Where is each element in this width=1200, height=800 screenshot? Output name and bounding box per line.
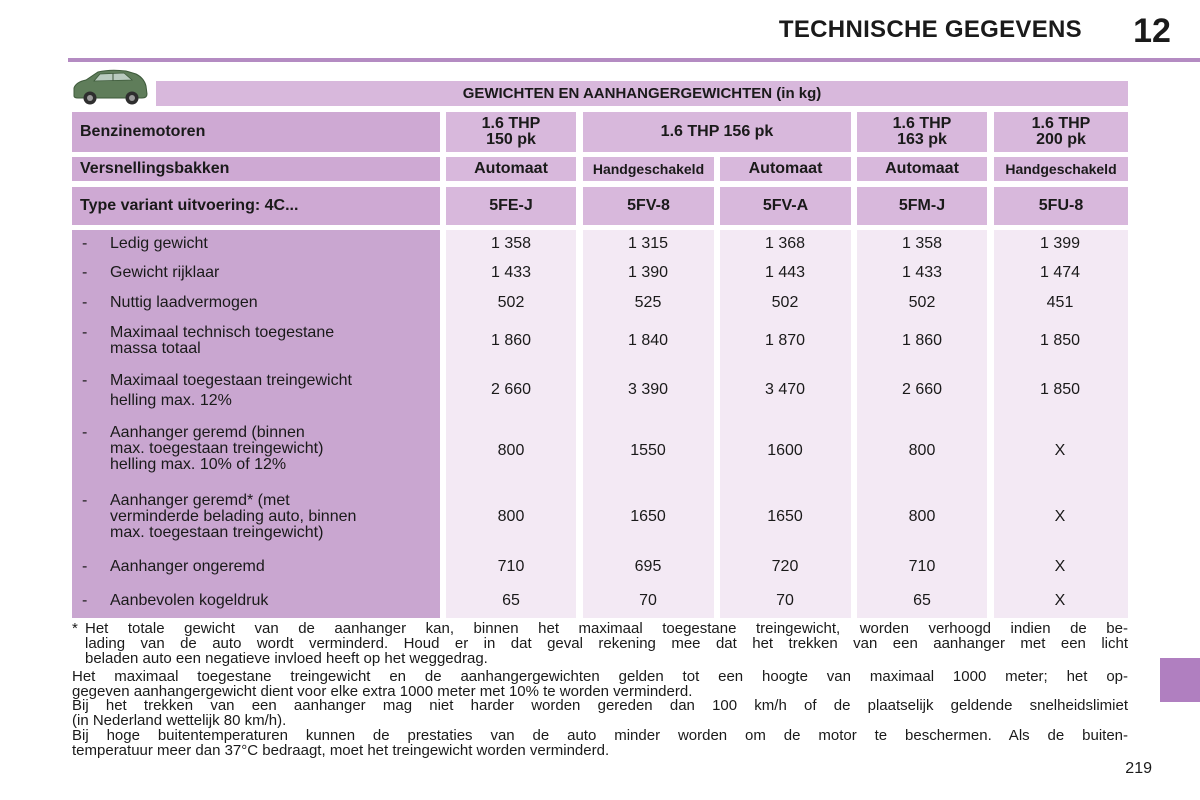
row-label-line: Aanhanger geremd* (met xyxy=(110,492,290,509)
row-label-text xyxy=(110,559,434,575)
gearbox-cell: Handgeschakeld xyxy=(994,157,1128,181)
row-label-line: max. toegestaan treingewicht) xyxy=(110,524,324,541)
value-cell: 65 xyxy=(913,592,931,609)
value-cell: 720 xyxy=(771,558,799,575)
row-dash: - xyxy=(82,592,88,609)
note-line: temperatuur meer dan 37°C bedraagt, moet het treingewicht worden verminderd. xyxy=(72,742,610,759)
row-label xyxy=(72,325,440,357)
engine-header-line: 200 pk xyxy=(1036,131,1086,148)
engine-header xyxy=(857,112,987,152)
engine-header-line: 1.6 THP xyxy=(1031,115,1091,132)
row-label-line: Aanhanger geremd (binnen xyxy=(110,424,305,441)
value-cell: 1 315 xyxy=(627,235,669,252)
value-cell: 1 390 xyxy=(627,264,669,281)
note-line: Het totale gewicht van de aanhanger kan, binnen het maximaal toegestane treingewicht, worden verhoogd indien de be- xyxy=(85,620,1128,637)
variant-cell: 5FV-A xyxy=(720,187,851,225)
row-label xyxy=(72,559,440,575)
value-cell: 800 xyxy=(908,508,936,525)
engine-header xyxy=(583,112,851,152)
row-label xyxy=(72,236,440,252)
row-label-line: Ledig gewicht xyxy=(110,235,208,252)
car-icon xyxy=(70,68,150,106)
row-label-text xyxy=(110,265,434,281)
gearbox-cell: Automaat xyxy=(446,157,576,181)
page-number: 219 xyxy=(1125,760,1152,777)
value-cell: X xyxy=(1054,558,1066,575)
engines-row-head: Benzinemotoren xyxy=(72,112,440,152)
row-label-line: Maximaal technisch toegestane xyxy=(110,324,335,341)
value-cell: X xyxy=(1054,442,1066,459)
gearbox-cell: Automaat xyxy=(857,157,987,181)
row-label-text xyxy=(110,325,434,357)
note-paragraph xyxy=(72,728,1128,758)
value-cell: 1 358 xyxy=(490,235,532,252)
note-paragraph xyxy=(72,669,1128,699)
row-label-line: Nuttig laadvermogen xyxy=(110,294,258,311)
value-cell: 1650 xyxy=(630,508,666,525)
chapter-number: 12 xyxy=(1133,12,1171,50)
variant-cell: 5FE-J xyxy=(446,187,576,225)
engine-header-line: 1.6 THP 156 pk xyxy=(660,123,774,140)
value-cell: 1 850 xyxy=(1039,332,1081,349)
note-line: Het maximaal toegestane treingewicht en de aanhangergewichten gelden tot een hoogte van maximaal 1000 meter; het op- xyxy=(72,668,1128,685)
value-cell: 710 xyxy=(497,558,525,575)
note-line: beladen auto een negatieve invloed heeft op het weggedrag. xyxy=(85,650,488,667)
value-cell: 70 xyxy=(776,592,794,609)
value-cell: 1 443 xyxy=(764,264,806,281)
note-paragraph xyxy=(72,698,1128,728)
gearbox-row-head: Versnellingsbakken xyxy=(72,157,440,181)
row-label-line: Aanhanger ongeremd xyxy=(110,558,265,575)
row-label-line: Maximaal toegestaan treingewicht xyxy=(110,372,352,389)
value-cell: 1600 xyxy=(767,442,803,459)
row-label-text xyxy=(110,425,434,473)
footnote xyxy=(72,621,1128,666)
value-cell: 1550 xyxy=(630,442,666,459)
value-cell: 710 xyxy=(908,558,936,575)
row-dash: - xyxy=(82,294,88,311)
row-label-text xyxy=(110,295,434,311)
value-cell: 1 474 xyxy=(1039,264,1081,281)
variant-row-head: Type variant uitvoering: 4C... xyxy=(72,187,440,225)
row-label-line: massa totaal xyxy=(110,340,201,357)
page-title: TECHNISCHE GEGEVENS xyxy=(778,16,1082,43)
footnote-marker: * xyxy=(72,620,78,637)
row-label-line: helling max. 10% of 12% xyxy=(110,456,287,473)
engine-header-line: 150 pk xyxy=(486,131,536,148)
chapter-tab xyxy=(1160,658,1200,702)
value-cell: 3 470 xyxy=(764,381,806,398)
note-line: gegeven aanhangergewicht dient voor elke extra 1000 meter met 10% te worden verminderd. xyxy=(72,683,693,700)
value-cell: 2 660 xyxy=(901,381,943,398)
value-cell: 451 xyxy=(1046,294,1074,311)
value-cell: 525 xyxy=(634,294,662,311)
row-label xyxy=(72,265,440,281)
value-cell: 65 xyxy=(502,592,520,609)
note-line: (in Nederland wettelijk 80 km/h). xyxy=(72,712,287,729)
note-line: lading van de auto wordt verminderd. Houd er in dat geval rekening mee dat het trekken van een aanhanger met een licht xyxy=(85,635,1128,652)
row-label-text xyxy=(110,373,434,413)
variant-cell: 5FV-8 xyxy=(583,187,714,225)
value-cell: 800 xyxy=(908,442,936,459)
note-line: Bij hoge buitentemperaturen kunnen de prestaties van de auto minder worden om de motor te beschermen. Als de buiten- xyxy=(72,727,1128,744)
title-rule xyxy=(68,58,1200,62)
row-label-line: max. toegestaan treingewicht) xyxy=(110,440,324,457)
row-label-text xyxy=(110,236,434,252)
row-dash: - xyxy=(82,235,88,252)
gearbox-cell: Handgeschakeld xyxy=(583,157,714,181)
value-cell: 695 xyxy=(634,558,662,575)
value-cell: 2 660 xyxy=(490,381,532,398)
row-label xyxy=(72,373,440,413)
row-label xyxy=(72,493,440,541)
variant-cell: 5FM-J xyxy=(857,187,987,225)
row-label xyxy=(72,593,440,609)
value-cell: 1 840 xyxy=(627,332,669,349)
engine-header-line: 163 pk xyxy=(897,131,947,148)
row-label-line: verminderde belading auto, binnen xyxy=(110,508,357,525)
row-label-line: Gewicht rijklaar xyxy=(110,264,220,281)
table-caption: GEWICHTEN EN AANHANGERGEWICHTEN (in kg) xyxy=(156,81,1128,106)
value-cell: 1 358 xyxy=(901,235,943,252)
gearbox-cell: Automaat xyxy=(720,157,851,181)
engine-header-line: 1.6 THP xyxy=(481,115,541,132)
engine-header xyxy=(446,112,576,152)
value-cell: 1 860 xyxy=(901,332,943,349)
note-line: Bij het trekken van een aanhanger mag niet harder worden gereden dan 100 km/h of de plaatselijk geldende snelheidslimiet xyxy=(72,697,1128,714)
row-dash: - xyxy=(82,372,88,389)
row-label xyxy=(72,295,440,311)
row-dash: - xyxy=(82,324,88,341)
value-cell: 3 390 xyxy=(627,381,669,398)
value-cell: 1 399 xyxy=(1039,235,1081,252)
row-label-text xyxy=(110,593,434,609)
row-label xyxy=(72,425,440,473)
value-cell: 502 xyxy=(497,294,525,311)
value-cell: 1 860 xyxy=(490,332,532,349)
engine-header-line: 1.6 THP xyxy=(892,115,952,132)
value-cell: 502 xyxy=(908,294,936,311)
row-dash: - xyxy=(82,492,88,509)
row-label-line: Aanbevolen kogeldruk xyxy=(110,592,269,609)
value-cell: X xyxy=(1054,592,1066,609)
row-dash: - xyxy=(82,264,88,281)
value-cell: 1 433 xyxy=(490,264,532,281)
value-cell: 1 433 xyxy=(901,264,943,281)
value-cell: 800 xyxy=(497,442,525,459)
row-label-text xyxy=(110,493,434,541)
row-label-line: helling max. 12% xyxy=(110,392,232,409)
value-cell: 800 xyxy=(497,508,525,525)
value-cell: 502 xyxy=(771,294,799,311)
value-cell: 70 xyxy=(639,592,657,609)
row-dash: - xyxy=(82,558,88,575)
engine-header xyxy=(994,112,1128,152)
value-cell: 1650 xyxy=(767,508,803,525)
value-cell: 1 870 xyxy=(764,332,806,349)
row-dash: - xyxy=(82,424,88,441)
value-cell: 1 368 xyxy=(764,235,806,252)
value-cell: X xyxy=(1054,508,1066,525)
variant-cell: 5FU-8 xyxy=(994,187,1128,225)
value-cell: 1 850 xyxy=(1039,381,1081,398)
